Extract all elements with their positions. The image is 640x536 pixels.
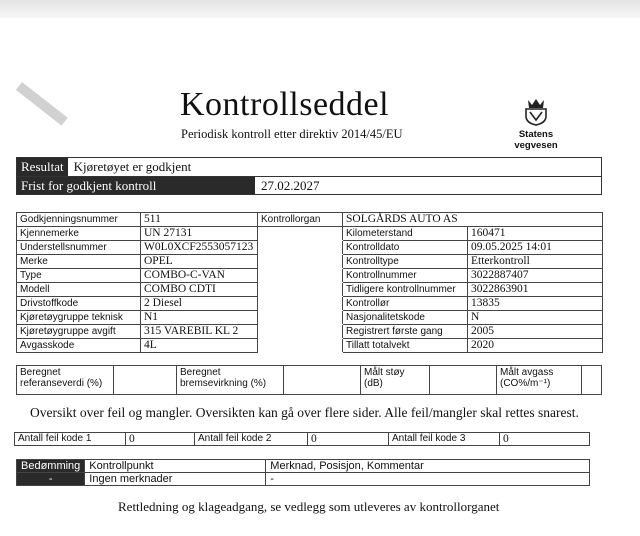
measurements-table — [16, 365, 602, 395]
field-label: Kontrollør — [343, 297, 468, 311]
table-row — [17, 311, 603, 325]
field-label: Kontrolldato — [343, 241, 468, 255]
field-label: Kilometerstand — [343, 227, 468, 241]
field-value: 3022887407 — [468, 269, 603, 283]
field-label: Kjøretøygruppe avgift — [17, 325, 141, 339]
field-label: Modell — [17, 283, 141, 297]
deadline-value: 27.02.2027 — [261, 178, 320, 193]
field-value: 13835 — [468, 297, 603, 311]
fault-code-1-value: 0 — [126, 433, 195, 446]
table-row — [17, 241, 603, 255]
spacer-cell — [258, 283, 343, 297]
field-label: Tidligere kontrollnummer — [343, 283, 468, 297]
field-value: 2020 — [468, 339, 603, 353]
issue-rating: - — [17, 473, 85, 486]
control-body-value: SOLGÅRDS AUTO AS — [343, 213, 603, 227]
result-value: Kjøretøyet er godkjent — [73, 159, 192, 174]
column-header-rating: Bedømming — [17, 460, 85, 473]
spacer-cell — [258, 269, 343, 283]
field-value: 315 VAREBIL KL 2 — [141, 325, 258, 339]
footer-note: Rettledning og klageadgang, se vedlegg som utleveres av kontrollorganet — [118, 499, 500, 514]
field-label: Kjennemerke — [17, 227, 141, 241]
column-header-control-point: Kontrollpunkt — [85, 460, 266, 473]
field-value: UN 27131 — [141, 227, 258, 241]
table-row — [17, 325, 603, 339]
control-body-label: Kontrollorgan — [258, 213, 343, 227]
table-row — [15, 433, 590, 446]
field-label: Registrert første gang — [343, 325, 468, 339]
exhaust-label: Målt avgass (CO%/m⁻¹) — [497, 366, 582, 395]
field-value: Etterkontroll — [468, 255, 603, 269]
field-label: Nasjonalitetskode — [343, 311, 468, 325]
brake-effect-cell — [284, 366, 361, 395]
field-value: OPEL — [141, 255, 258, 269]
table-row — [17, 269, 603, 283]
page-subtitle: Periodisk kontroll etter direktiv 2014/45/EU — [181, 127, 403, 141]
field-value: 09.05.2025 14:01 — [468, 241, 603, 255]
noise-label: Målt støy (dB) — [361, 366, 430, 395]
issues-table — [16, 459, 590, 486]
spacer-cell — [258, 227, 343, 241]
spacer-cell — [258, 339, 343, 353]
column-header-remark: Merknad, Posisjon, Kommentar — [266, 460, 590, 473]
fault-code-3-value: 0 — [500, 433, 590, 446]
overview-note: Oversikt over feil og mangler. Oversikten kan gå over flere sider. Alle feil/mangler skal rettes snarest. — [30, 405, 579, 420]
vehicle-info-table — [16, 212, 603, 353]
field-label: Tillatt totalvekt — [343, 339, 468, 353]
exhaust-cell — [582, 366, 602, 395]
field-value: COMBO CDTI — [141, 283, 258, 297]
field-value: W0L0XCF2553057123 — [141, 241, 258, 255]
field-value: 2005 — [468, 325, 603, 339]
field-label: Kontrolltype — [343, 255, 468, 269]
field-value: COMBO-C-VAN — [141, 269, 258, 283]
reference-value-cell — [114, 366, 177, 395]
field-label: Kjøretøygruppe teknisk — [17, 311, 141, 325]
spacer-cell — [258, 255, 343, 269]
table-header-row — [17, 460, 590, 473]
fault-count-table — [14, 432, 590, 446]
table-row — [17, 297, 603, 311]
fault-code-2-label: Antall feil kode 2 — [195, 433, 308, 446]
field-value: 160471 — [468, 227, 603, 241]
spacer-cell — [258, 325, 343, 339]
field-value: 2 Diesel — [141, 297, 258, 311]
deadline-label: Frist for godkjent kontroll — [17, 177, 255, 194]
table-row — [17, 339, 603, 353]
page-fold-shadow — [16, 82, 68, 126]
table-row — [17, 366, 602, 395]
field-value: 4L — [141, 339, 258, 353]
field-value: 511 — [141, 213, 258, 227]
authority-logo — [496, 96, 576, 151]
noise-cell — [430, 366, 497, 395]
field-label: Kontrollnummer — [343, 269, 468, 283]
result-box — [16, 157, 602, 195]
field-label: Type — [17, 269, 141, 283]
issue-control-point: Ingen merknader — [85, 473, 266, 486]
fault-code-2-value: 0 — [308, 433, 389, 446]
field-value: N1 — [141, 311, 258, 325]
spacer-cell — [258, 297, 343, 311]
spacer-cell — [258, 311, 343, 325]
table-row — [17, 227, 603, 241]
fault-code-3-label: Antall feil kode 3 — [389, 433, 500, 446]
field-label: Understellsnummer — [17, 241, 141, 255]
table-row — [17, 255, 603, 269]
issue-remark: - — [266, 473, 590, 486]
table-row — [17, 213, 603, 227]
crown-shield-icon — [516, 96, 556, 126]
field-value: N — [468, 311, 603, 325]
result-label: Resultat — [17, 158, 68, 176]
table-row — [17, 283, 603, 297]
spacer-cell — [258, 241, 343, 255]
field-value: 3022863901 — [468, 283, 603, 297]
reference-value-label: Beregnet referanseverdi (%) — [17, 366, 114, 395]
page-title: Kontrollseddel — [180, 86, 390, 123]
fault-code-1-label: Antall feil kode 1 — [15, 433, 126, 446]
field-label: Godkjenningsnummer — [17, 213, 141, 227]
field-label: Avgasskode — [17, 339, 141, 353]
brake-effect-label: Beregnet bremsevirkning (%) — [177, 366, 284, 395]
field-label: Drivstoffkode — [17, 297, 141, 311]
field-label: Merke — [17, 255, 141, 269]
authority-name: Statens vegvesen — [514, 129, 558, 151]
table-row — [17, 473, 590, 486]
window-top-bar — [0, 0, 640, 18]
